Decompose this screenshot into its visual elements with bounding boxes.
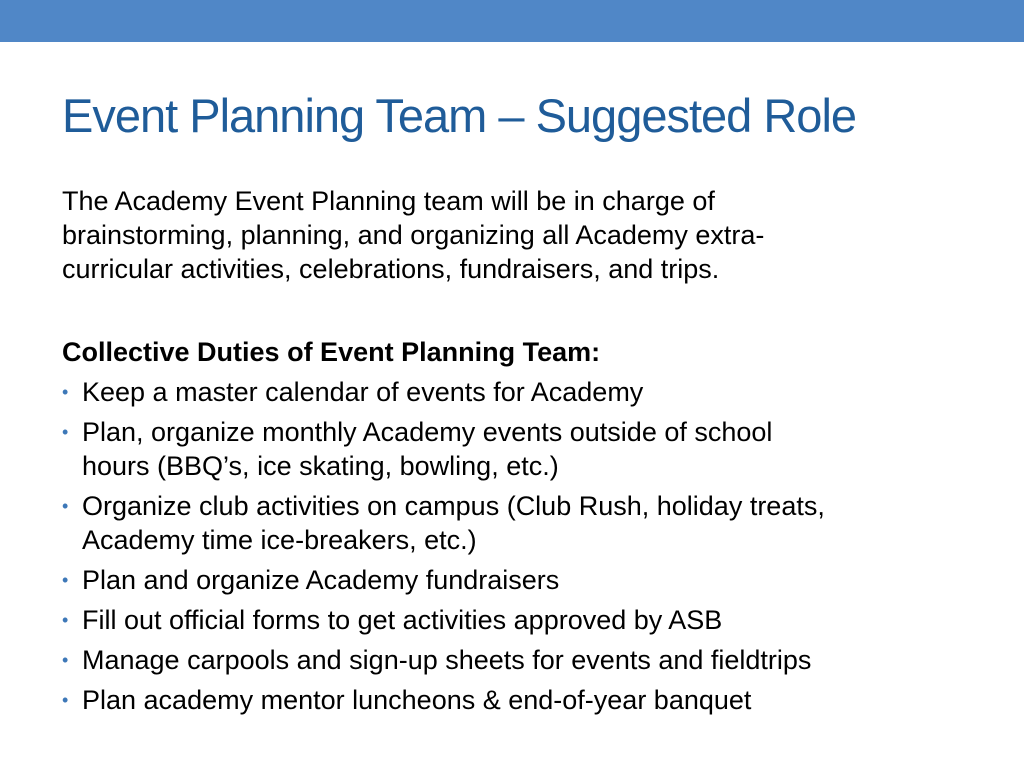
duty-item <box>62 643 992 677</box>
bullet-icon: • <box>62 610 69 630</box>
duty-text: Fill out official forms to get activities approved by ASB <box>82 605 723 635</box>
duties-list <box>62 375 992 723</box>
duty-item <box>62 489 992 557</box>
bullet-icon: • <box>62 382 69 402</box>
duty-text: Manage carpools and sign-up sheets for events and fieldtrips <box>82 645 812 675</box>
slide-title: Event Planning Team – Suggested Role <box>62 89 857 142</box>
duty-text: Organize club activities on campus (Club Rush, holiday treats, <box>82 491 825 521</box>
intro-line: The Academy Event Planning team will be in charge of <box>62 186 715 216</box>
bullet-icon: • <box>62 496 69 516</box>
bullet-icon: • <box>62 690 69 710</box>
duty-text: Keep a master calendar of events for Academy <box>82 377 644 407</box>
duty-text: hours (BBQ’s, ice skating, bowling, etc.) <box>82 451 559 481</box>
bullet-icon: • <box>62 570 69 590</box>
duty-item <box>62 563 992 597</box>
duty-text: Plan, organize monthly Academy events outside of school <box>82 417 773 447</box>
duty-text: Plan and organize Academy fundraisers <box>82 565 560 595</box>
intro-line: brainstorming, planning, and organizing all Academy extra- <box>62 220 765 250</box>
duty-item <box>62 415 992 483</box>
duty-item <box>62 375 992 409</box>
duties-heading: Collective Duties of Event Planning Team: <box>62 337 601 367</box>
bullet-icon: • <box>62 650 69 670</box>
bullet-icon: • <box>62 422 69 442</box>
duty-text: Plan academy mentor luncheons & end-of-year banquet <box>82 685 752 715</box>
duty-text: Academy time ice-breakers, etc.) <box>82 525 477 555</box>
intro-paragraph <box>62 184 962 286</box>
intro-line: curricular activities, celebrations, fundraisers, and trips. <box>62 254 720 284</box>
duty-item <box>62 683 992 717</box>
duty-item <box>62 603 992 637</box>
header-accent-bar <box>0 0 1024 42</box>
